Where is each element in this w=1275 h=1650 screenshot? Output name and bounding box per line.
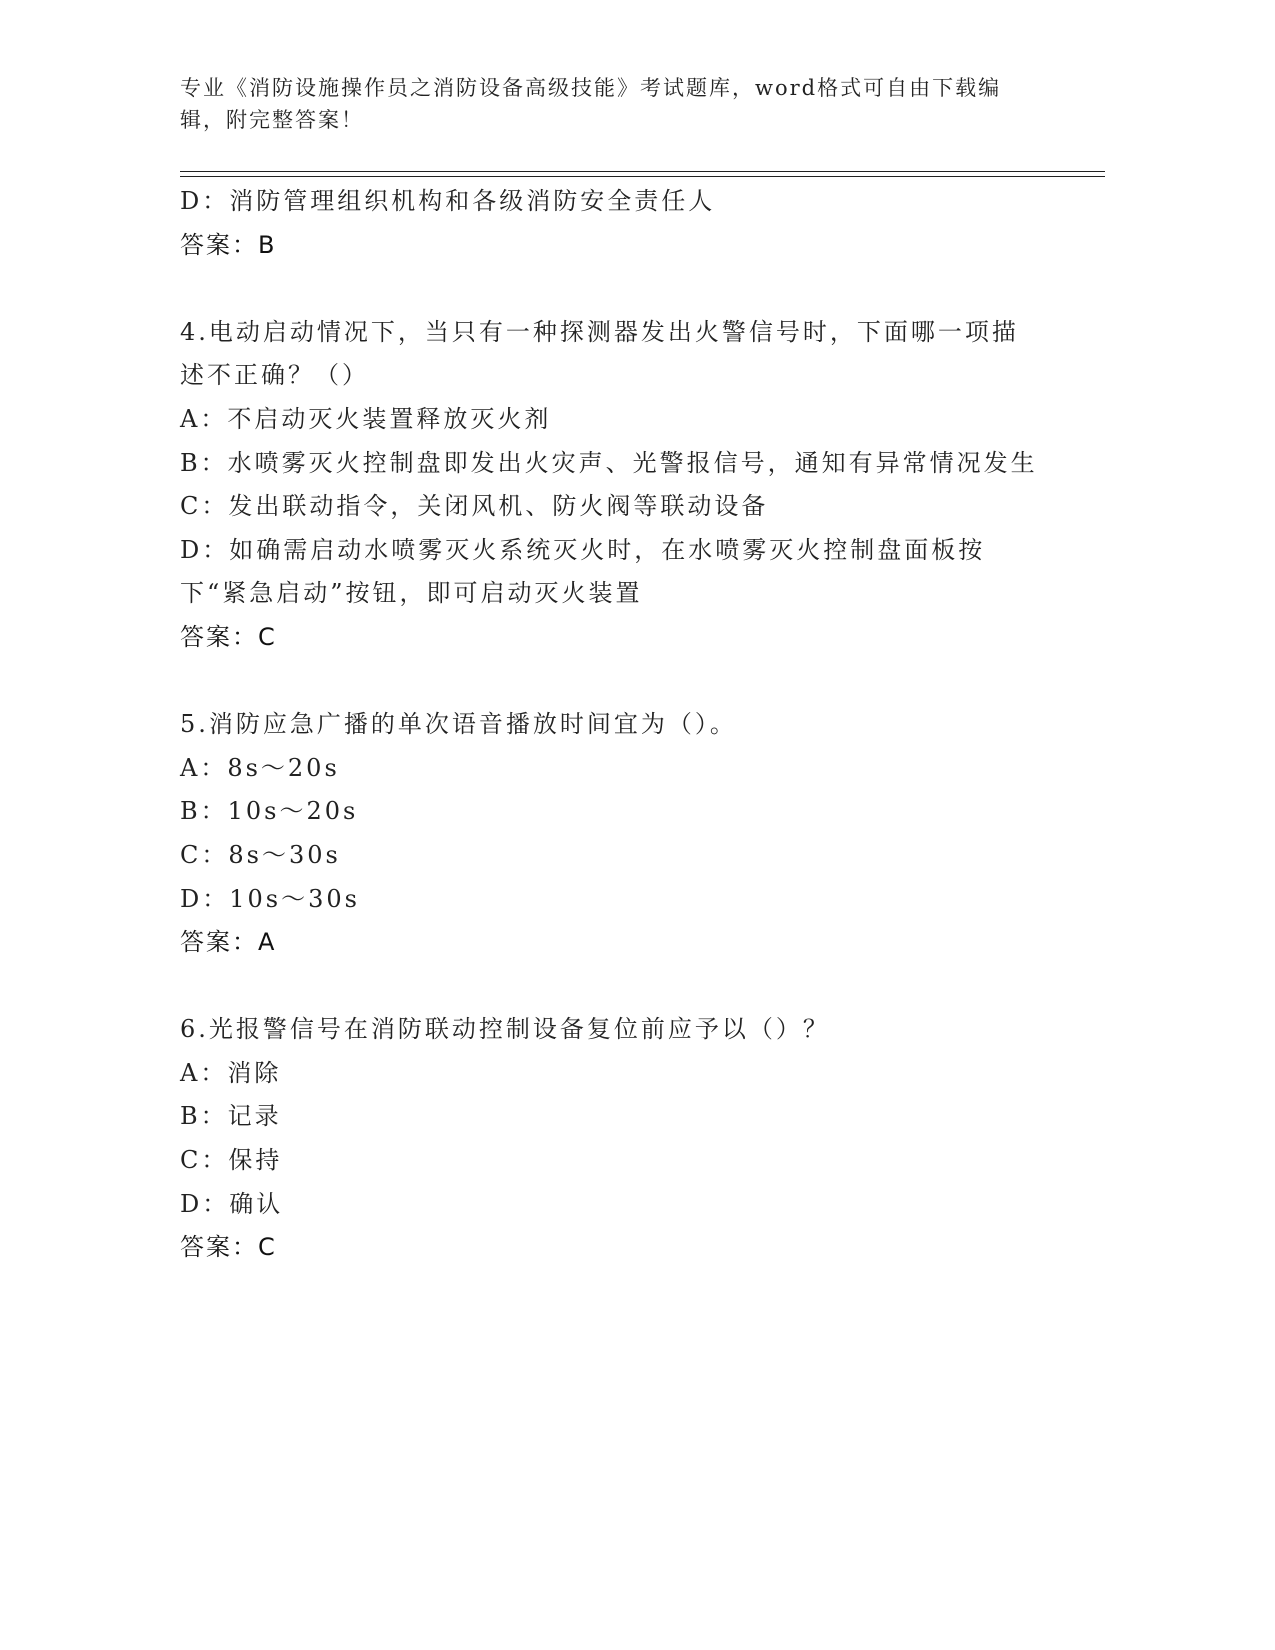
option-c: C：8s～30s — [180, 840, 341, 869]
question-5 — [180, 703, 1040, 965]
answer: 答案：A — [180, 928, 277, 957]
option-d: D：10s～30s — [180, 884, 360, 913]
option-b: B：记录 — [180, 1102, 282, 1131]
answer: 答案：C — [180, 1233, 277, 1262]
answer: 答案：B — [180, 230, 277, 259]
option-c: C：保持 — [180, 1146, 283, 1175]
option-d: D：消防管理组织机构和各级消防安全责任人 — [180, 187, 716, 215]
question-stem: 5.消防应急广播的单次语音播放时间宜为（）。 — [180, 710, 737, 739]
option-d: D：确认 — [180, 1189, 284, 1218]
question-stem: 6.光报警信号在消防联动控制设备复位前应予以（）？ — [180, 1015, 830, 1044]
question-4 — [180, 311, 1040, 660]
spacer — [180, 660, 1040, 704]
option-a: A：消除 — [180, 1058, 282, 1087]
question-6 — [180, 1008, 1040, 1270]
option-d: D：如确需启动水喷雾灭火系统灭火时，在水喷雾灭火控制盘面板按下“紧急启动”按钮，即可启动灭火装置 — [180, 535, 986, 608]
answer: 答案：C — [180, 622, 277, 651]
spacer — [180, 267, 1040, 311]
header-divider-bottom — [180, 176, 1105, 177]
spacer — [180, 965, 1040, 1009]
question-list — [180, 180, 1040, 1270]
option-c: C：发出联动指令，关闭风机、防火阀等联动设备 — [180, 492, 769, 521]
option-b: B：10s～20s — [180, 797, 359, 826]
option-a: A：8s～20s — [180, 753, 340, 782]
option-a: A：不启动灭火装置释放灭火剂 — [180, 404, 552, 433]
question-stem: 4.电动启动情况下，当只有一种探测器发出火警信号时，下面哪一项描述不正确？（） — [180, 317, 1019, 390]
header-divider-top — [180, 171, 1105, 172]
question-3-tail — [180, 180, 1040, 267]
option-b: B：水喷雾灭火控制盘即发出火灾声、光警报信号，通知有异常情况发生 — [180, 448, 1038, 477]
document-header: 专业《消防设施操作员之消防设备高级技能》考试题库，word格式可自由下载编辑，附完整答案！ — [180, 76, 1002, 132]
